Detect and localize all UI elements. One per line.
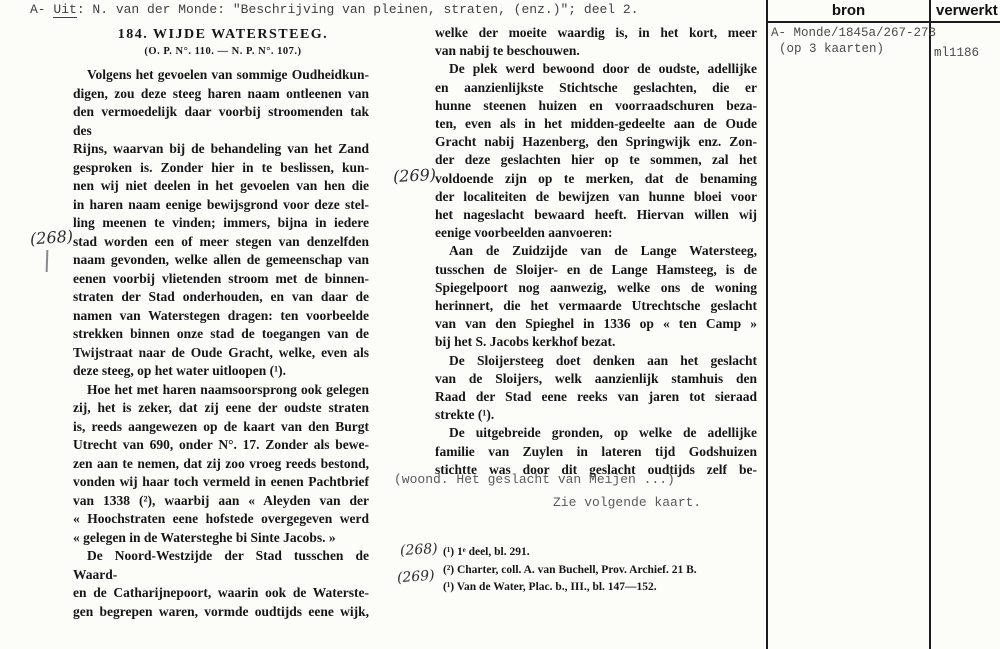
text-line: den vermoedelijk daar voorbij stroomenden tak des bbox=[73, 104, 369, 138]
text-line: Utrecht van 690, onder N°. 17. Zonder als bewe- bbox=[73, 437, 369, 452]
text-line: zij, het is zeker, dat zij eene der oudste straten bbox=[73, 400, 369, 415]
text-line: familie van Zuylen in lateren tijd Godshuizen bbox=[435, 443, 757, 459]
typed-continuation-line: (woond. Het geslacht van Meijen ...) bbox=[394, 472, 675, 487]
paragraph bbox=[435, 60, 757, 242]
text-line: van 1338 (²), waarbij aan « Aleyden van der bbox=[73, 492, 369, 508]
text-line: gesproken is. Zonder hier in te beslissen, kun- bbox=[73, 159, 369, 175]
text-line: in haren naam eenige bewijsgrond voor deze stel- bbox=[73, 196, 369, 212]
register-bron-value-line2: (op 3 kaarten) bbox=[779, 42, 885, 56]
register-header-bron: bron bbox=[831, 2, 866, 19]
paragraph bbox=[73, 66, 369, 381]
text-line: hunne steenen huizen en voorraadschuren beza- bbox=[435, 97, 757, 113]
text-line: Hoe het met haren naamsoorsprong ook gelegen bbox=[87, 381, 369, 397]
text-line: bij het S. Jacobs kerkhof bezat. bbox=[435, 334, 616, 350]
paragraph bbox=[73, 381, 369, 548]
text-line: van de Sloijers, welk aanzienlijk stamhuis den bbox=[435, 370, 757, 386]
article-left-column bbox=[73, 66, 369, 621]
typed-see-next-card-note: Zie volgende kaart. bbox=[553, 495, 702, 510]
paragraph bbox=[435, 352, 757, 425]
text-line: het nageslacht bewaard heeft. Hiervan willen wij bbox=[435, 207, 757, 223]
paragraph bbox=[435, 424, 757, 479]
text-line: straten der Stad onderhouden, en van daar de bbox=[73, 289, 369, 304]
text-line: eenige voorbeelden aanvoeren: bbox=[435, 225, 613, 241]
paragraph bbox=[435, 24, 757, 60]
text-line: herinnert, die het vermaarde Utrechtsche geslacht bbox=[435, 298, 757, 314]
text-line: Twijstraat naar de Oude Gracht, welke, even als bbox=[73, 344, 369, 360]
source-annotation-text: : N. van der Monde: "Beschrijving van pleinen, straten, (enz.)"; deel 2. bbox=[76, 2, 639, 17]
footnote-block bbox=[443, 544, 773, 597]
text-line: is, reeds aangewezen op de kaart van den Burgt bbox=[73, 418, 369, 434]
text-line: De uitgebreide gronden, op welke de adellijke bbox=[449, 425, 757, 441]
source-annotation-underlined-word: Uit bbox=[53, 2, 77, 17]
text-line: Spiegelpoort nog aanwezig, welke ons de woning bbox=[435, 279, 757, 295]
register-table-column-divider bbox=[929, 0, 931, 649]
text-line: De Sloijersteeg doet denken aan het geslacht bbox=[449, 352, 757, 368]
text-line: strekte (¹). bbox=[435, 407, 495, 423]
register-header-verwerkt: verwerkt bbox=[936, 2, 998, 19]
text-line: eenen voorbij vlietenden stroom met de binnen- bbox=[73, 270, 369, 286]
text-line: Raad der Stad eene reeks van jaren tot sieraad bbox=[435, 389, 757, 405]
handwritten-footnote-page-ref-268: (268) bbox=[399, 541, 439, 559]
text-line: Aan de Zuidzijde van de Lange Watersteeg, bbox=[449, 243, 757, 259]
text-line: Gracht nabij Hazenberg, den Springwijk enz. Zon- bbox=[435, 134, 757, 150]
text-line: van nabij te beschouwen. bbox=[435, 43, 580, 59]
text-line: gen begrepen waren, vormde oudtijds eene wijk, bbox=[73, 603, 369, 619]
text-line: « gelegen in de Watersteghe bi Sinte Jacobs. » bbox=[73, 529, 336, 545]
text-line: « Hoochstraten eene hofstede overgegeven werd bbox=[73, 511, 369, 526]
text-line: De plek werd bewoond door de oudste, adellijke bbox=[449, 61, 757, 77]
source-annotation-prefix: A- bbox=[30, 2, 54, 17]
text-line: zen aan te nemen, dat zij zoo vroeg reeds bestond, bbox=[73, 455, 369, 471]
text-line: De Noord-Westzijde der Stad tusschen de Waard- bbox=[73, 548, 369, 582]
text-line: naam gevonden, welke allen de gemeenschap van bbox=[73, 252, 369, 267]
article-right-column bbox=[435, 24, 757, 479]
handwritten-page-ref-right: (269) bbox=[392, 164, 437, 187]
source-annotation bbox=[30, 2, 639, 17]
text-line: digen, zou deze steeg haren naam ontleenen van bbox=[73, 85, 369, 101]
article-subtitle: (O. P. N°. 110. — N. P. N°. 107.) bbox=[144, 46, 302, 57]
footnote-line: (²) Charter, coll. A. van Buchell, Prov. Archief. 21 B. bbox=[443, 563, 697, 576]
text-line: deze steeg, op het water uitloopen (¹). bbox=[73, 363, 287, 378]
text-line: strekken binnen onze stad de toegangen van de bbox=[73, 326, 369, 341]
text-line: voldoende zijn op te merken, dat de benaming bbox=[435, 170, 757, 186]
text-line: Rijns, waarvan bij de behandeling van het Zand bbox=[73, 141, 369, 156]
text-line: en de Catharijnepoort, waarin ook de Waterste- bbox=[73, 585, 369, 600]
text-line: ling meenen te vinden; immers, bijna in iedere bbox=[73, 215, 369, 230]
text-line: stad worden een of meer stegen van denzelfden bbox=[73, 233, 369, 249]
register-table-header-rule bbox=[766, 21, 1000, 23]
handwritten-footnote-page-ref-269: (269) bbox=[396, 567, 436, 587]
register-bron-value-line1: A- Monde/1845a/267-273 bbox=[771, 26, 937, 40]
footnote-line: (¹) Van de Water, Plac. b., III., bl. 147—152. bbox=[443, 581, 657, 593]
footnote-line: (¹) 1ᵉ deel, bl. 291. bbox=[443, 546, 530, 558]
handwritten-page-ref-left: (268) bbox=[29, 226, 74, 249]
text-line: nen wij niet deelen in het gevoelen van hen die bbox=[73, 178, 369, 193]
text-line: tusschen de Sloijer- en de Lange Hamsteeg, is de bbox=[435, 261, 757, 277]
text-line: vonden wij haar toch vermeld in eenen Pachtbrief bbox=[73, 474, 369, 489]
text-line: welke der moeite waardig is, in het kort, meer bbox=[435, 25, 757, 40]
text-line: en aanzienlijkste Stichtsche geslachten, die er bbox=[435, 79, 757, 95]
article-title: 184. WIJDE WATERSTEEG. bbox=[117, 27, 329, 42]
text-line: namen van Waterstegen dragen: ten voorbeelde bbox=[73, 307, 369, 323]
text-line: der deze geslachten hier op te sommen, zal het bbox=[435, 152, 757, 168]
paragraph bbox=[435, 242, 757, 351]
register-verwerkt-value: ml1186 bbox=[934, 46, 980, 60]
paragraph bbox=[73, 547, 369, 621]
text-line: van van den Spieghel in 1336 op « ten Camp » bbox=[435, 316, 757, 332]
ink-stroke-mark bbox=[46, 250, 48, 272]
text-line: Volgens het gevoelen van sommige Oudheidkun- bbox=[87, 67, 369, 82]
text-line: stichtte was door dit geslacht oudtijds zelf be- bbox=[435, 461, 757, 477]
text-line: der localiteiten de bewijzen van hunne bloei voor bbox=[435, 188, 757, 204]
text-line: ten, even als in het midden-gedeelte aan de Oude bbox=[435, 116, 757, 132]
